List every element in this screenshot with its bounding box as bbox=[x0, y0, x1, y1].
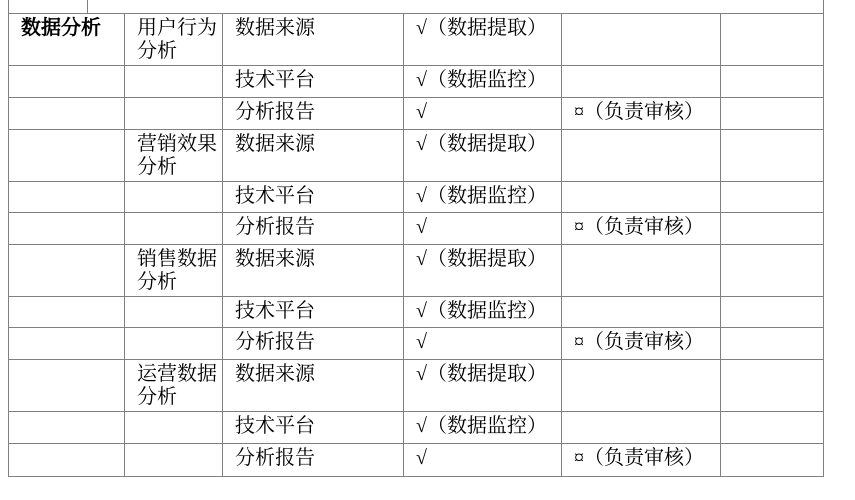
cell-item: 分析报告 bbox=[223, 98, 404, 130]
cell-extra bbox=[721, 14, 824, 66]
cell-item: 技术平台 bbox=[223, 66, 404, 98]
table-row bbox=[9, 14, 824, 66]
cell-review: ¤（负责审核） bbox=[562, 444, 721, 477]
cell-review bbox=[562, 412, 721, 444]
table-row bbox=[9, 98, 824, 130]
cell-extra bbox=[721, 245, 824, 297]
cell-item: 数据来源 bbox=[223, 130, 404, 182]
cell-review: ¤（负责审核） bbox=[562, 213, 721, 245]
cell-subcategory: 销售数据分析 bbox=[125, 245, 223, 297]
cell-extra bbox=[721, 412, 824, 444]
cell-item: 技术平台 bbox=[223, 297, 404, 328]
cell-item: 数据来源 bbox=[223, 14, 404, 66]
table-row bbox=[9, 182, 824, 213]
cell-status: √（数据监控） bbox=[404, 182, 562, 213]
table-row bbox=[9, 328, 824, 360]
table-row bbox=[9, 444, 824, 477]
cell-extra bbox=[721, 444, 824, 477]
cell-status: √ bbox=[404, 98, 562, 130]
cell-status: √ bbox=[404, 444, 562, 477]
cell-extra bbox=[721, 360, 824, 412]
table-row bbox=[9, 412, 824, 444]
previous-row-fragment-border-right bbox=[823, 0, 824, 13]
cell-review: ¤（负责审核） bbox=[562, 98, 721, 130]
cell-extra bbox=[721, 130, 824, 182]
table-row bbox=[9, 360, 824, 412]
cell-category: 数据分析 bbox=[9, 14, 125, 66]
cell-item: 分析报告 bbox=[223, 328, 404, 360]
cell-status: √（数据提取） bbox=[404, 130, 562, 182]
cell-subcategory bbox=[125, 328, 223, 360]
cell-item: 数据来源 bbox=[223, 360, 404, 412]
cell-review bbox=[562, 66, 721, 98]
cell-category bbox=[9, 328, 125, 360]
cell-subcategory: 营销效果分析 bbox=[125, 130, 223, 182]
cell-review bbox=[562, 14, 721, 66]
cell-category bbox=[9, 360, 125, 412]
cell-category bbox=[9, 213, 125, 245]
table-row bbox=[9, 66, 824, 98]
cell-extra bbox=[721, 328, 824, 360]
cell-review bbox=[562, 130, 721, 182]
cell-category bbox=[9, 182, 125, 213]
cell-status: √ bbox=[404, 328, 562, 360]
cell-review bbox=[562, 245, 721, 297]
responsibility-matrix-table bbox=[8, 13, 824, 477]
cell-subcategory bbox=[125, 444, 223, 477]
cell-status: √（数据提取） bbox=[404, 14, 562, 66]
table-row bbox=[9, 245, 824, 297]
table-row bbox=[9, 130, 824, 182]
cell-subcategory: 用户行为分析 bbox=[125, 14, 223, 66]
cell-extra bbox=[721, 98, 824, 130]
table-row bbox=[9, 213, 824, 245]
cell-category bbox=[9, 297, 125, 328]
cell-status: √ bbox=[404, 213, 562, 245]
cell-item: 分析报告 bbox=[223, 444, 404, 477]
cell-review bbox=[562, 297, 721, 328]
cell-item: 分析报告 bbox=[223, 213, 404, 245]
cell-subcategory bbox=[125, 412, 223, 444]
cell-subcategory bbox=[125, 213, 223, 245]
cell-status: √（数据监控） bbox=[404, 412, 562, 444]
cell-category bbox=[9, 245, 125, 297]
cell-review: ¤（负责审核） bbox=[562, 328, 721, 360]
cell-item: 数据来源 bbox=[223, 245, 404, 297]
cell-category bbox=[9, 66, 125, 98]
previous-row-fragment-border-left bbox=[8, 0, 9, 13]
cell-status: √（数据监控） bbox=[404, 297, 562, 328]
cell-category bbox=[9, 444, 125, 477]
cell-category bbox=[9, 412, 125, 444]
cell-item: 技术平台 bbox=[223, 412, 404, 444]
cell-subcategory bbox=[125, 182, 223, 213]
cell-subcategory bbox=[125, 98, 223, 130]
cell-extra bbox=[721, 66, 824, 98]
cell-subcategory bbox=[125, 66, 223, 98]
cell-category bbox=[9, 130, 125, 182]
cell-status: √（数据提取） bbox=[404, 245, 562, 297]
cell-extra bbox=[721, 297, 824, 328]
cell-review bbox=[562, 360, 721, 412]
cell-status: √（数据监控） bbox=[404, 66, 562, 98]
table-row bbox=[9, 297, 824, 328]
cell-subcategory bbox=[125, 297, 223, 328]
previous-row-fragment-border-mid bbox=[87, 0, 88, 13]
cell-extra bbox=[721, 213, 824, 245]
cell-extra bbox=[721, 182, 824, 213]
cell-item: 技术平台 bbox=[223, 182, 404, 213]
cell-subcategory: 运营数据分析 bbox=[125, 360, 223, 412]
cell-status: √（数据提取） bbox=[404, 360, 562, 412]
cell-review bbox=[562, 182, 721, 213]
cell-category bbox=[9, 98, 125, 130]
